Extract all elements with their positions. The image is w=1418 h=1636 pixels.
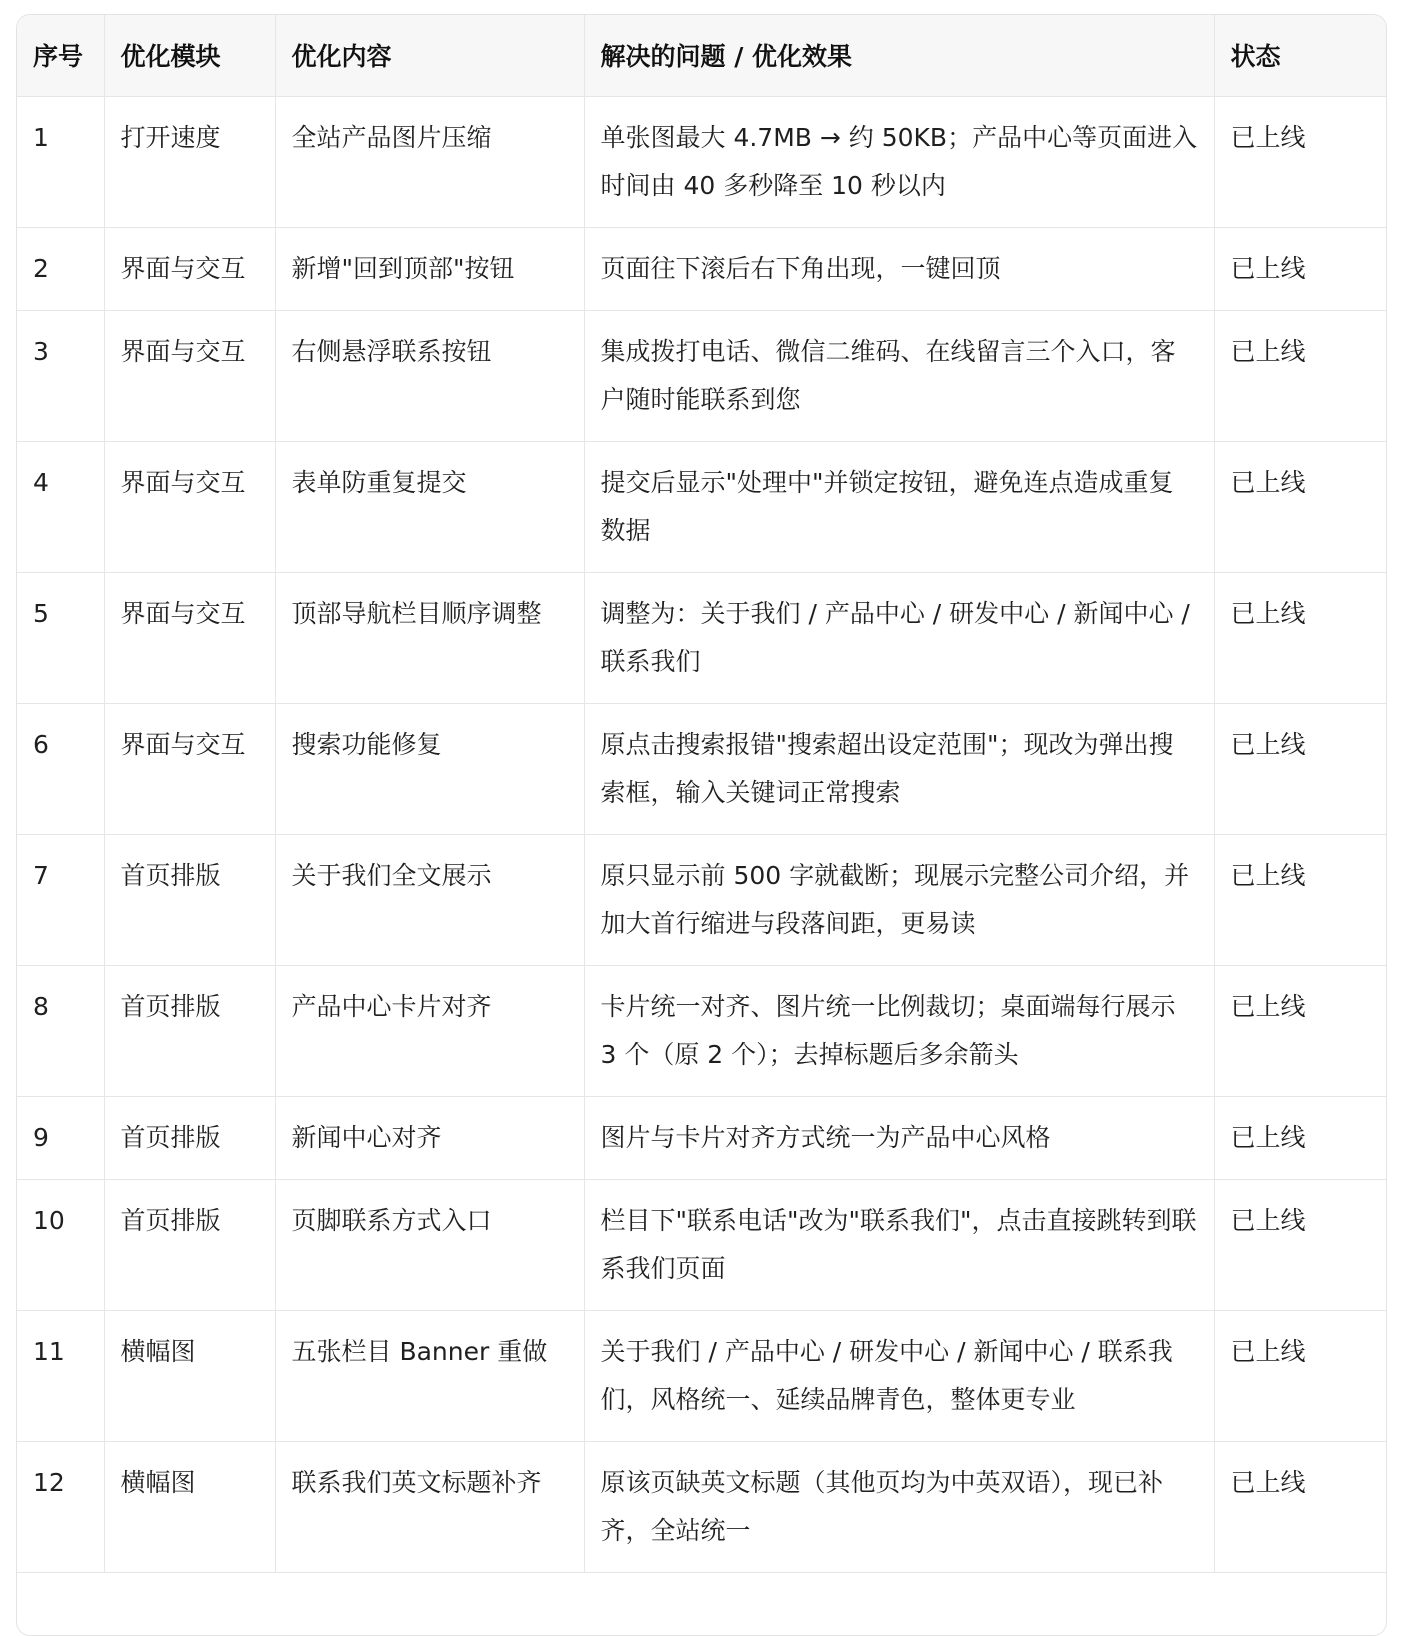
cell-module: 界面与交互	[104, 572, 275, 703]
cell-no: 3	[17, 310, 104, 441]
cell-status: 已上线	[1214, 441, 1386, 572]
cell-no: 12	[17, 1441, 104, 1572]
cell-module: 界面与交互	[104, 441, 275, 572]
cell-content: 右侧悬浮联系按钮	[275, 310, 584, 441]
table-row	[17, 1441, 1386, 1572]
cell-effect: 页面往下滚后右下角出现，一键回顶	[584, 227, 1214, 310]
cell-status: 已上线	[1214, 96, 1386, 227]
cell-content: 搜索功能修复	[275, 703, 584, 834]
cell-content: 全站产品图片压缩	[275, 96, 584, 227]
cell-no: 11	[17, 1310, 104, 1441]
table-row	[17, 227, 1386, 310]
cell-content: 关于我们全文展示	[275, 834, 584, 965]
header-status: 状态	[1214, 15, 1386, 96]
cell-status: 已上线	[1214, 834, 1386, 965]
cell-effect: 关于我们 / 产品中心 / 研发中心 / 新闻中心 / 联系我们，风格统一、延续品牌青色，整体更专业	[584, 1310, 1214, 1441]
cell-module: 首页排版	[104, 1096, 275, 1179]
cell-content: 联系我们英文标题补齐	[275, 1441, 584, 1572]
cell-module: 首页排版	[104, 834, 275, 965]
table-row	[17, 965, 1386, 1096]
cell-content: 表单防重复提交	[275, 441, 584, 572]
table-row	[17, 1310, 1386, 1441]
cell-module: 横幅图	[104, 1441, 275, 1572]
cell-content: 产品中心卡片对齐	[275, 965, 584, 1096]
cell-no: 7	[17, 834, 104, 965]
cell-content: 新闻中心对齐	[275, 1096, 584, 1179]
cell-effect: 图片与卡片对齐方式统一为产品中心风格	[584, 1096, 1214, 1179]
cell-status: 已上线	[1214, 310, 1386, 441]
cell-module: 打开速度	[104, 96, 275, 227]
table-row	[17, 834, 1386, 965]
table-row	[17, 441, 1386, 572]
cell-content: 顶部导航栏目顺序调整	[275, 572, 584, 703]
cell-effect: 集成拨打电话、微信二维码、在线留言三个入口，客户随时能联系到您	[584, 310, 1214, 441]
header-no: 序号	[17, 15, 104, 96]
cell-status: 已上线	[1214, 227, 1386, 310]
cell-no: 6	[17, 703, 104, 834]
cell-content: 新增"回到顶部"按钮	[275, 227, 584, 310]
header-effect: 解决的问题 / 优化效果	[584, 15, 1214, 96]
cell-effect: 卡片统一对齐、图片统一比例裁切；桌面端每行展示 3 个（原 2 个）；去掉标题后多余箭头	[584, 965, 1214, 1096]
cell-module: 界面与交互	[104, 310, 275, 441]
cell-effect: 原点击搜索报错"搜索超出设定范围"；现改为弹出搜索框，输入关键词正常搜索	[584, 703, 1214, 834]
optimization-table-container	[16, 14, 1387, 1636]
optimization-table	[17, 15, 1386, 1573]
cell-no: 9	[17, 1096, 104, 1179]
table-row	[17, 310, 1386, 441]
cell-effect: 调整为：关于我们 / 产品中心 / 研发中心 / 新闻中心 / 联系我们	[584, 572, 1214, 703]
table-row	[17, 1179, 1386, 1310]
cell-status: 已上线	[1214, 1179, 1386, 1310]
cell-module: 界面与交互	[104, 227, 275, 310]
cell-content: 页脚联系方式入口	[275, 1179, 584, 1310]
cell-status: 已上线	[1214, 1441, 1386, 1572]
table-header-row	[17, 15, 1386, 96]
cell-status: 已上线	[1214, 1096, 1386, 1179]
cell-content: 五张栏目 Banner 重做	[275, 1310, 584, 1441]
cell-no: 4	[17, 441, 104, 572]
cell-effect: 栏目下"联系电话"改为"联系我们"，点击直接跳转到联系我们页面	[584, 1179, 1214, 1310]
table-row	[17, 703, 1386, 834]
cell-effect: 提交后显示"处理中"并锁定按钮，避免连点造成重复数据	[584, 441, 1214, 572]
header-module: 优化模块	[104, 15, 275, 96]
cell-no: 1	[17, 96, 104, 227]
table-row	[17, 96, 1386, 227]
cell-effect: 原该页缺英文标题（其他页均为中英双语），现已补齐，全站统一	[584, 1441, 1214, 1572]
table-row	[17, 572, 1386, 703]
header-content: 优化内容	[275, 15, 584, 96]
cell-module: 界面与交互	[104, 703, 275, 834]
cell-effect: 单张图最大 4.7MB → 约 50KB；产品中心等页面进入时间由 40 多秒降至 10 秒以内	[584, 96, 1214, 227]
table-row	[17, 1096, 1386, 1179]
cell-status: 已上线	[1214, 1310, 1386, 1441]
cell-status: 已上线	[1214, 572, 1386, 703]
cell-module: 首页排版	[104, 965, 275, 1096]
cell-module: 首页排版	[104, 1179, 275, 1310]
cell-status: 已上线	[1214, 965, 1386, 1096]
cell-no: 2	[17, 227, 104, 310]
cell-no: 5	[17, 572, 104, 703]
cell-no: 8	[17, 965, 104, 1096]
cell-effect: 原只显示前 500 字就截断；现展示完整公司介绍，并加大首行缩进与段落间距，更易读	[584, 834, 1214, 965]
cell-status: 已上线	[1214, 703, 1386, 834]
cell-module: 横幅图	[104, 1310, 275, 1441]
cell-no: 10	[17, 1179, 104, 1310]
